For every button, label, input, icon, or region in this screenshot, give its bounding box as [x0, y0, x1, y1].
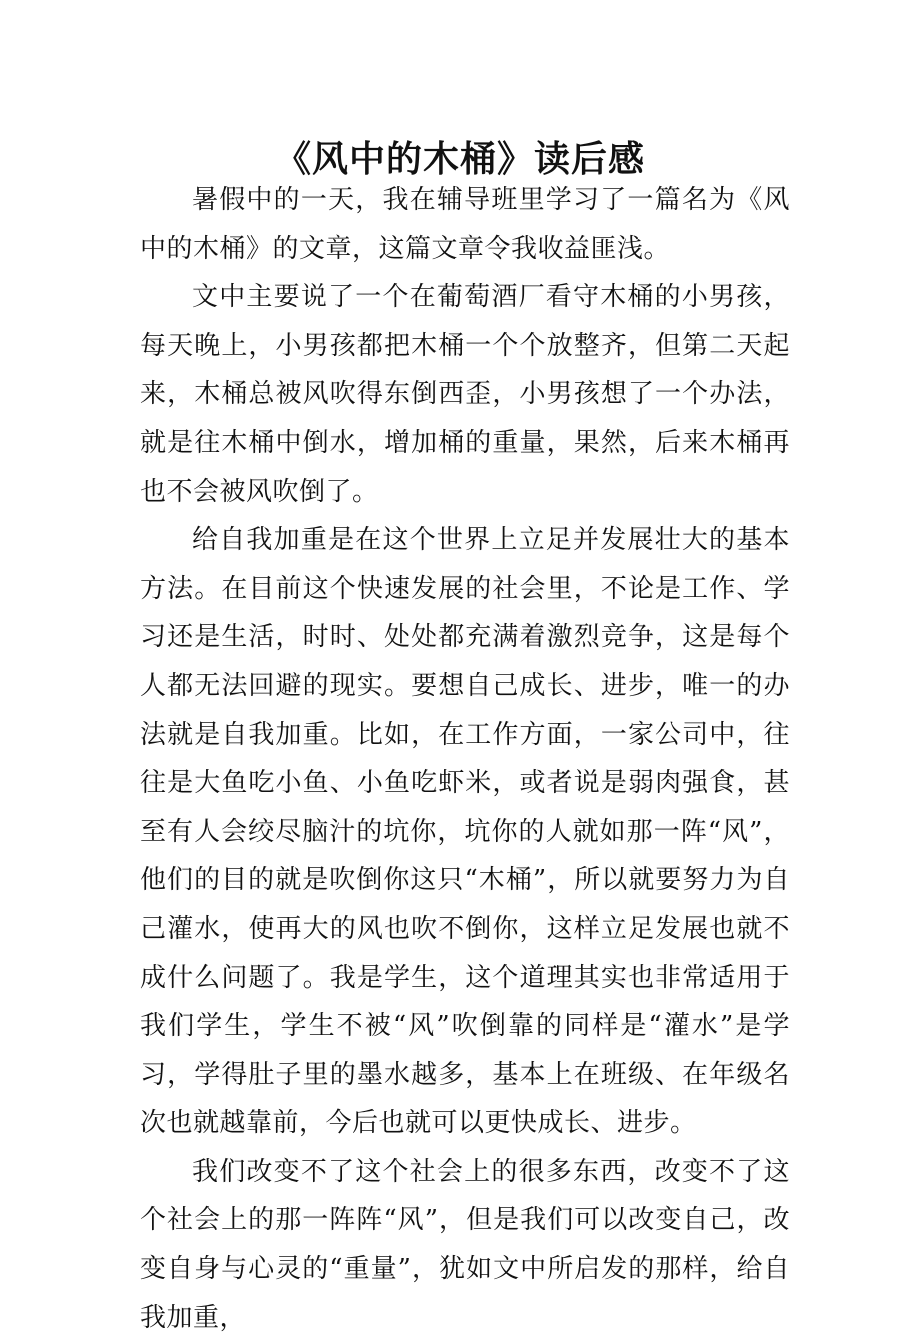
- document-body: [140, 176, 790, 1342]
- paragraph-3: 给自我加重是在这个世界上立足并发展壮大的基本方法。在目前这个快速发展的社会里，不论是工作、学习还是生活，时时、处处都充满着激烈竞争，这是每个人都无法回避的现实。要想自己成长、进步，唯一的办法就是自我加重。比如，在工作方面，一家公司中，往往是大鱼吃小鱼、小鱼吃虾米，或者说是弱肉强食，甚至有人会绞尽脑汁的坑你，坑你的人就如那一阵“风”，他们的目的就是吹倒你这只“木桶”，所以就要努力为自己灌水，使再大的风也吹不倒你，这样立足发展也就不成什么问题了。我是学生，这个道理其实也非常适用于我们学生，学生不被“风”吹倒靠的同样是“灌水”是学习，学得肚子里的墨水越多，基本上在班级、在年级名次也就越靠前，今后也就可以更快成长、进步。: [140, 525, 790, 1139]
- paragraph-4: 我们改变不了这个社会上的很多东西，改变不了这个社会上的那一阵阵“风”，但是我们可以改变自己，改变自身与心灵的“重量”，犹如文中所启发的那样，给自我加重，: [140, 1156, 790, 1333]
- document-title: 《风中的木桶》读后感: [274, 139, 645, 181]
- paragraph-1: 暑假中的一天，我在辅导班里学习了一篇名为《风中的木桶》的文章，这篇文章令我收益匪浅。: [140, 185, 790, 264]
- paragraph-2: 文中主要说了一个在葡萄酒厂看守木桶的小男孩，每天晚上，小男孩都把木桶一个个放整齐，但第二天起来，木桶总被风吹得东倒西歪，小男孩想了一个办法，就是往木桶中倒水，增加桶的重量，果然，后来木桶再也不会被风吹倒了。: [140, 282, 790, 507]
